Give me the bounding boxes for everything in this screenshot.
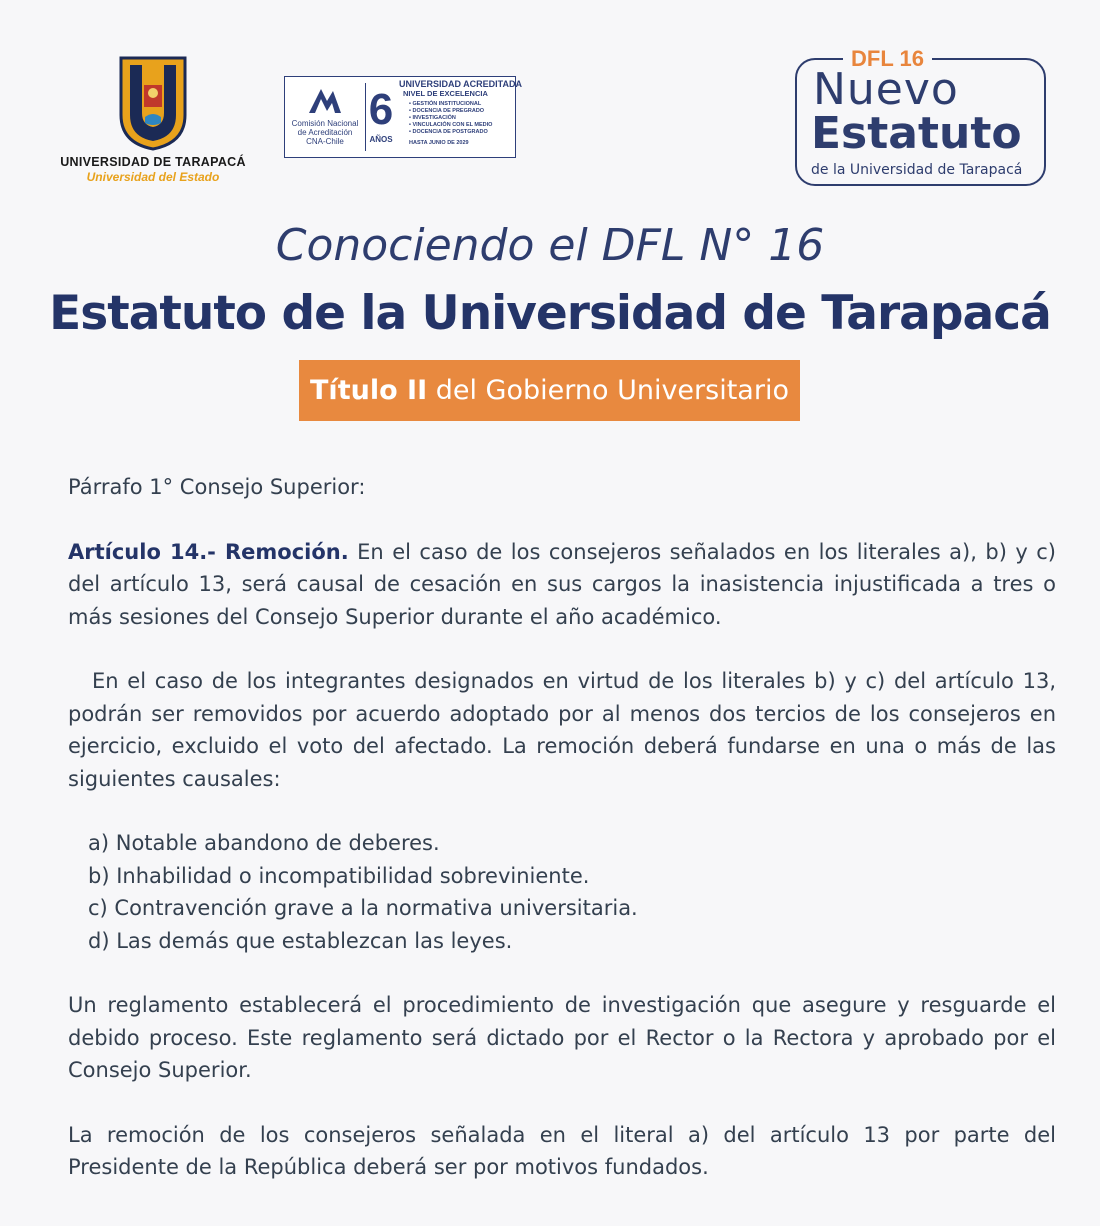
cna-years-label: AÑOS [369,135,393,144]
paragraph-3: Un reglamento establecerá el procedimiento de investigación que asegure y resguarde el debido proceso. Este reglamento será dictado por el Rector o la Rectora y aprobado por el Consejo Superior. [68,993,1056,1082]
title-conociendo: Conociendo el DFL N° 16 [275,220,825,271]
cna-area: • DOCENCIA DE POSTGRADO [409,129,515,136]
cna-area: • INVESTIGACIÓN [409,115,515,122]
paragraph-heading: Párrafo 1° Consejo Superior: [68,475,366,499]
article-text: En el caso de los consejeros señalados en los literales a), b) y c) del artículo 13, será causal de cesación en sus cargos la inasistencia injustificada a tres o más sesiones del Consejo Superior durante el año académico. [68,539,1056,629]
cna-title: UNIVERSIDAD ACREDITADA [399,79,523,89]
list-item: d) Las demás que establezcan las leyes. [88,928,513,953]
list-item: a) Notable abandono de deberes. [88,831,440,855]
cna-level: NIVEL DE EXCELENCIA [403,89,488,98]
title-estatuto: Estatuto de la Universidad de Tarapacá [49,286,1051,341]
causes-list [68,827,1056,957]
cna-logo-icon [305,87,345,115]
cna-years-number: 6 [368,85,394,134]
uta-name: UNIVERSIDAD DE TARAPACÁ [60,155,246,169]
cna-area: • GESTIÓN INSTITUCIONAL [409,101,515,108]
uta-subtitle: Universidad del Estado [86,170,220,184]
cna-details [399,79,523,146]
cna-years [365,83,396,151]
section-title-rest: del Gobierno Universitario [427,375,789,406]
list-item: c) Contravención grave a la normativa universitaria. [88,896,638,920]
article-label: Artículo 14.- Remoción. [68,539,349,564]
section-title-bold: Título II [310,375,428,406]
cna-areas [399,101,515,136]
cna-org [285,77,365,157]
badge-dfl: DFL 16 [843,46,932,72]
uta-shield-icon [118,55,188,151]
badge-subtitle: de la Universidad de Tarapacá [811,162,1023,178]
cna-org-label-3: CNA-Chile [306,137,344,146]
nuevo-estatuto-badge [795,46,1046,186]
uta-logo [58,55,248,184]
badge-nuevo: Nuevo [813,64,959,115]
cna-area: • DOCENCIA DE PREGRADO [409,108,515,115]
cna-accreditation-badge [284,76,523,158]
paragraph-2: En el caso de los integrantes designados en virtud de los literales b) y c) del artículo 13, podrán ser removidos por acuerdo adoptado por al menos dos tercios de los consejeros en ejercicio, excluido el voto del afectado. La remoción deberá fundarse en una o más de las siguientes causales: [68,669,1056,791]
cna-org-label-2: de Acreditación [297,128,353,137]
list-item: b) Inhabilidad o incompatibilidad sobreviniente. [88,863,590,888]
badge-estatuto: Estatuto [811,108,1022,159]
section-title-bar [299,360,800,421]
paragraph-4: La remoción de los consejeros señalada en el literal a) del artículo 13 por parte del Presidente de la República deberá ser por motivos fundados. [68,1122,1056,1179]
article-14-paragraph [68,536,1056,634]
header [0,0,1100,200]
article-body [68,471,1056,1184]
cna-until: HASTA JUNIO DE 2029 [409,140,469,146]
cna-area: • VINCULACIÓN CON EL MEDIO [409,122,515,129]
cna-org-label-1: Comisión Nacional [291,119,359,128]
